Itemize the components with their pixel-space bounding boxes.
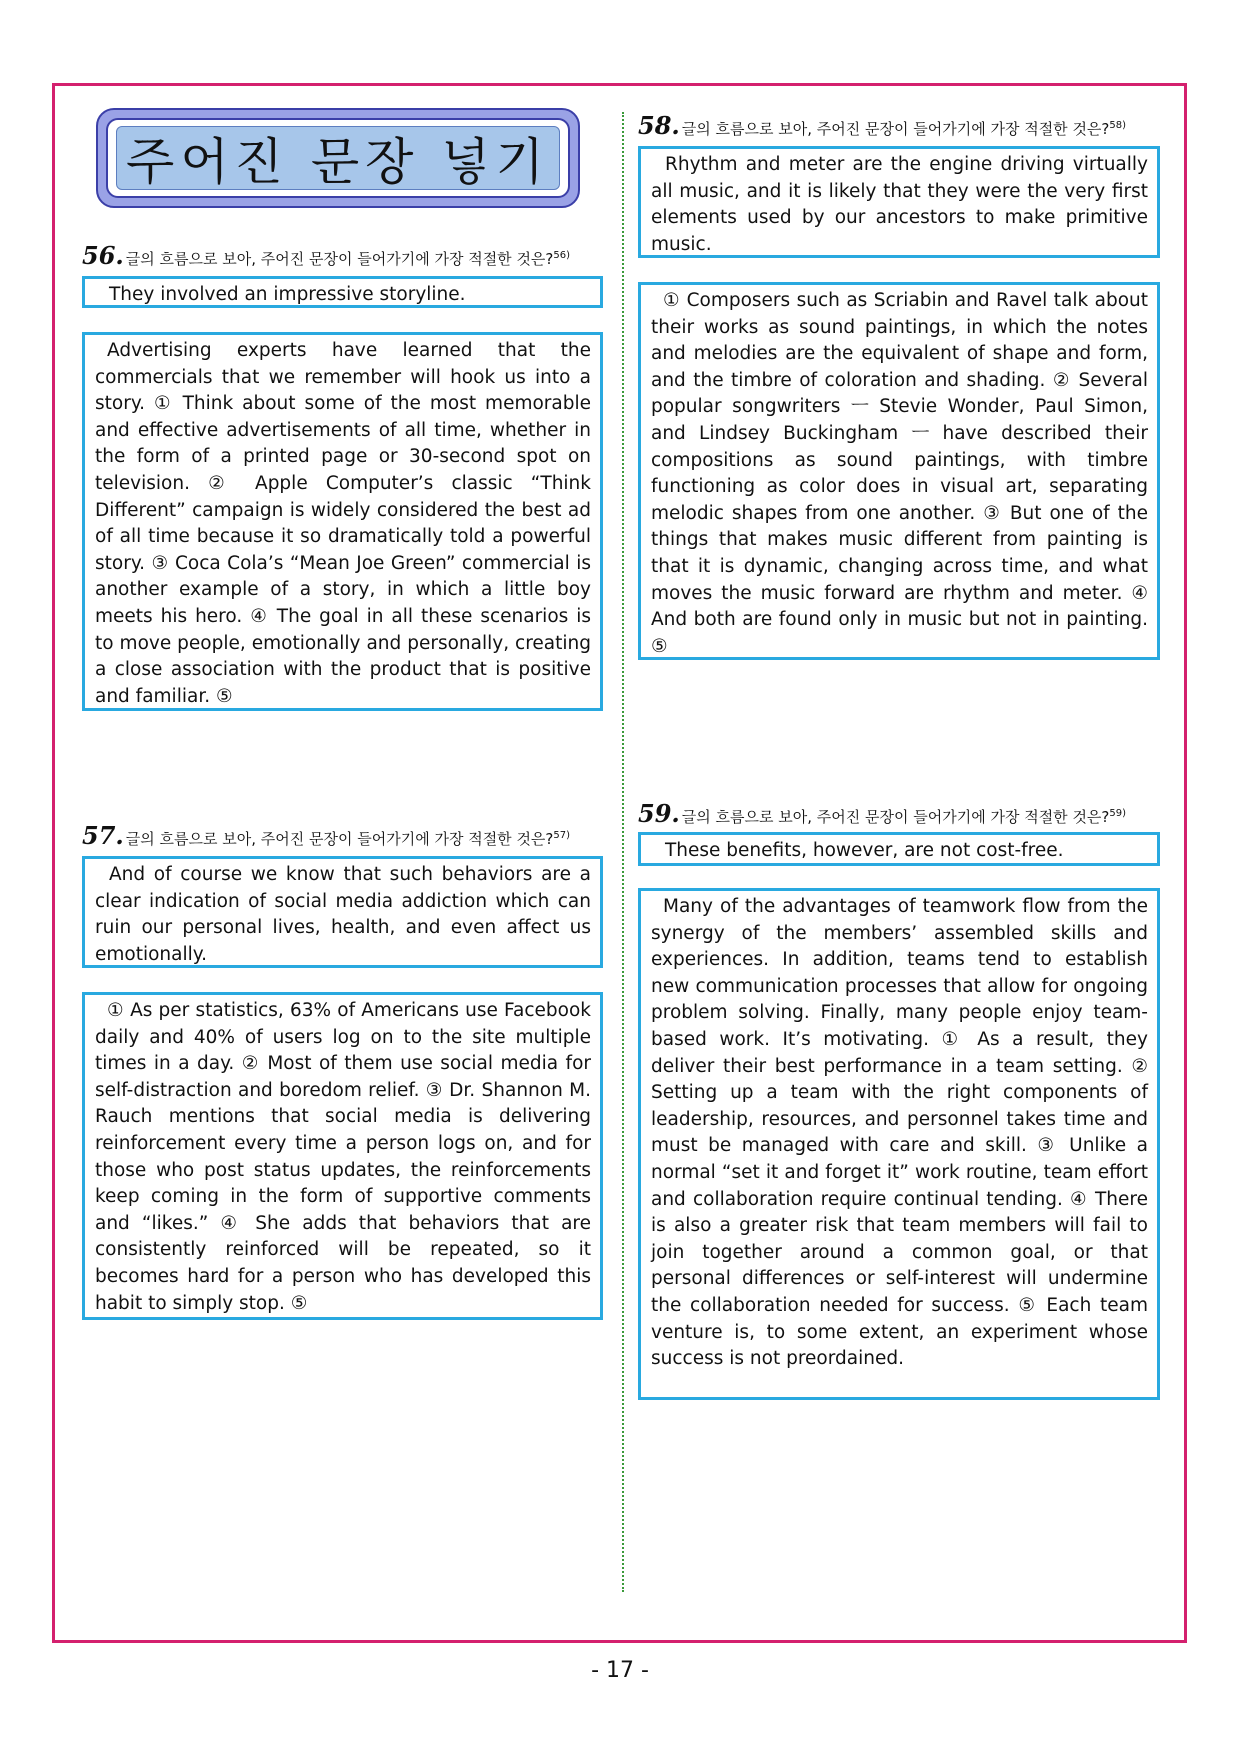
question-prompt: 글의 흐름으로 보아, 주어진 문장이 들어가기에 가장 적절한 것은? bbox=[125, 250, 554, 268]
question-heading-56 bbox=[82, 241, 571, 270]
given-sentence-box-58 bbox=[638, 146, 1160, 258]
question-number: 56. bbox=[82, 241, 124, 270]
passage-box-57 bbox=[82, 992, 603, 1320]
passage-box-56 bbox=[82, 332, 603, 711]
column-divider bbox=[622, 112, 624, 1592]
given-sentence-box-57 bbox=[82, 856, 603, 968]
given-sentence: These benefits, however, are not cost-free. bbox=[665, 840, 1064, 861]
passage-text: ① As per statistics, 63% of Americans use Facebook daily and 40% of users log on to the site multiple times in a day. ② Most of them use social media for self-distraction and boredom relief. ③ Dr. Shannon M. Rauch mentions that social media is delivering reinforcement every time a person logs on, and for those who post status updates, the reinforcements keep coming in the form of supportive comments and “likes.” ④ She adds that behaviors that are consistently reinforced will be repeated, so it becomes hard for a person who has developed this habit to simply stop. ⑤ bbox=[95, 1000, 591, 1314]
footnote-ref: 59) bbox=[1109, 808, 1127, 819]
given-sentence-box-59 bbox=[638, 832, 1160, 866]
footnote-ref: 58) bbox=[1109, 120, 1127, 131]
given-sentence: Rhythm and meter are the engine driving virtually all music, and it is likely that they were the very first elements used by our ancestors to make primitive music. bbox=[651, 154, 1148, 255]
question-heading-58 bbox=[638, 111, 1127, 140]
given-sentence: And of course we know that such behaviors are a clear indication of social media addiction which can ruin our personal lives, health, and even affect us emotionally. bbox=[95, 864, 591, 965]
question-prompt: 글의 흐름으로 보아, 주어진 문장이 들어가기에 가장 적절한 것은? bbox=[125, 830, 554, 848]
question-heading-57 bbox=[82, 821, 571, 850]
passage-box-59 bbox=[638, 888, 1160, 1400]
given-sentence-box-56 bbox=[82, 276, 603, 308]
passage-text: Many of the advantages of teamwork flow from the synergy of the members’ assembled skills and experiences. In addition, teams tend to establish new communication processes that allow for ongoing problem solving. Finally, many people enjoy team-based work. It’s motivating. ① As a result, they deliver their best performance in a team setting. ② Setting up a team with the right components of leadership, resources, and personnel takes time and must be managed with care and skill. ③ Unlike a normal “set it and forget it” work routine, team effort and collaboration require continual tending. ④ There is also a greater risk that team members will fail to join together around a common goal, or that personal differences or self-interest will undermine the collaboration needed for success. ⑤ Each team venture is, to some extent, an experiment whose success is not preordained. bbox=[651, 896, 1148, 1370]
question-number: 57. bbox=[82, 821, 124, 850]
question-number: 59. bbox=[638, 799, 680, 828]
question-number: 58. bbox=[638, 111, 680, 140]
footnote-ref: 56) bbox=[553, 250, 571, 261]
passage-text: ① Composers such as Scriabin and Ravel talk about their works as sound paintings, in which the notes and melodies are the equivalent of shape and form, and the timbre of coloration and shading. ② Several popular songwriters ㅡ Stevie Wonder, Paul Simon, and Lindsey Buckingham ㅡ have described their compositions as sound paintings, with timbre functioning as color does in visual art, separating melodic shapes from one another. ③ But one of the things that makes music different from painting is that it is dynamic, changing across time, and what moves the music forward are rhythm and meter. ④ And both are found only in music but not in painting. ⑤ bbox=[651, 290, 1148, 657]
question-prompt: 글의 흐름으로 보아, 주어진 문장이 들어가기에 가장 적절한 것은? bbox=[681, 120, 1110, 138]
footnote-ref: 57) bbox=[553, 830, 571, 841]
question-prompt: 글의 흐름으로 보아, 주어진 문장이 들어가기에 가장 적절한 것은? bbox=[681, 808, 1110, 826]
question-heading-59 bbox=[638, 799, 1127, 828]
section-banner bbox=[96, 108, 580, 208]
page-number: - 17 - bbox=[591, 1658, 649, 1683]
passage-text: Advertising experts have learned that the commercials that we remember will hook us into a story. ① Think about some of the most memorable and effective advertisements of all time, whether in the form of a printed page or 30-second spot on television. ② Apple Computer’s classic “Think Different” campaign is widely considered the best ad of all time because it so dramatically told a powerful story. ③ Coca Cola’s “Mean Joe Green” commercial is another example of a story, in which a little boy meets his hero. ④ The goal in all these scenarios is to move people, emotionally and personally, creating a close association with the product that is positive and familiar. ⑤ bbox=[95, 340, 591, 707]
passage-box-58 bbox=[638, 282, 1160, 660]
given-sentence: They involved an impressive storyline. bbox=[109, 284, 466, 305]
section-title: 주어진 문장 넣기 bbox=[126, 133, 550, 191]
